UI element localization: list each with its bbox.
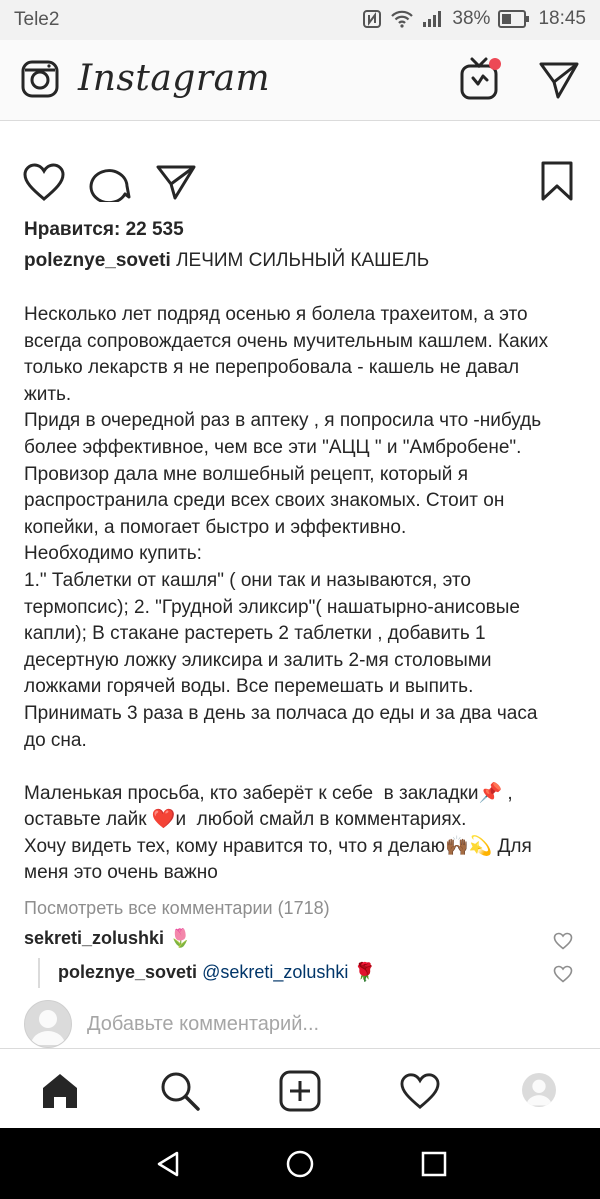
post-title: ЛЕЧИМ СИЛЬНЫЙ КАШЕЛЬ <box>176 250 430 271</box>
direct-message-icon[interactable] <box>538 60 580 100</box>
carrier-name: Tele2 <box>14 9 60 30</box>
caption-header <box>24 250 429 272</box>
signal-icon <box>422 9 444 29</box>
likes-count[interactable]: Нравится: 22 535 <box>24 219 184 240</box>
camera-icon[interactable] <box>21 60 59 98</box>
bookmark-icon[interactable] <box>540 160 574 202</box>
profile-silhouette-icon <box>522 1073 556 1107</box>
comment-reply <box>58 962 376 983</box>
view-all-comments-link[interactable]: Посмотреть все комментарии (1718) <box>24 898 330 918</box>
wifi-icon <box>390 9 414 29</box>
comment-item <box>24 928 192 949</box>
reply-mention[interactable]: @sekreti_zolushki <box>202 962 349 982</box>
home-circle-icon[interactable] <box>286 1150 314 1178</box>
like-heart-icon[interactable] <box>22 162 66 202</box>
reply-thread-line <box>38 958 40 988</box>
recents-icon[interactable] <box>421 1151 447 1177</box>
comment-text: 🌷 <box>169 928 192 948</box>
app-header <box>0 40 600 121</box>
comment-like-icon[interactable] <box>553 932 573 950</box>
share-icon[interactable] <box>155 163 197 201</box>
status-bar <box>0 0 600 40</box>
avatar-silhouette-icon <box>25 1001 71 1047</box>
post-caption-body: Несколько лет подряд осенью я болела трахеитом, а это всегда сопровождается очень мучительным кашлем. Каких только лекарств я не перепробовала - кашель не давал жить. Придя в очередной раз в аптеку , я попросила что -нибудь более эффективное, чем все эти "АЦЦ " и "Амбробене". Провизор дала мне волшебный рецепт, который я распространила среди всех своих знакомых. Стоит он копейки, а помогает быстро и эффективно. Необходимо купить: 1." Таблетки от кашля" ( они так и называются, это термопсис); 2. "Грудной эликсир"( нашатырно-анисовые капли); В стакане растереть 2 таблетки , добавить 1 десертную ложку эликсира и залить 2-мя столовыми ложками горячей воды. Все перемешать и выпить. Принимать 3 раза в день за полчаса до еды и за два часа до сна. Маленькая просьба, кто заберёт к себе в закладки📌 , оставьте лайк ❤️и любой смайл в комментариях. Хочу видеть тех, кому нравится то, что я делаю🙌🏾💫 Для меня это очень важно <box>24 304 549 884</box>
home-icon[interactable] <box>40 1071 80 1111</box>
reply-text: 🌹 <box>353 962 376 982</box>
user-avatar <box>24 1000 72 1048</box>
reply-like-icon[interactable] <box>553 965 573 983</box>
back-icon[interactable] <box>155 1150 181 1178</box>
bottom-navigation <box>0 1048 600 1129</box>
battery-icon <box>498 10 530 28</box>
add-comment-row[interactable] <box>24 1000 576 1048</box>
new-post-icon[interactable] <box>279 1070 321 1112</box>
post-author[interactable]: poleznye_soveti <box>24 250 171 271</box>
igtv-icon[interactable] <box>460 56 504 102</box>
clock: 18:45 <box>538 8 586 29</box>
post-actions <box>0 156 600 206</box>
comment-user[interactable]: sekreti_zolushki <box>24 928 165 948</box>
add-comment-input[interactable]: Добавьте комментарий... <box>87 1013 320 1035</box>
battery-percent: 38% <box>452 8 491 29</box>
reply-user[interactable]: poleznye_soveti <box>58 962 198 982</box>
profile-avatar[interactable] <box>522 1073 556 1107</box>
system-navigation-bar <box>0 1128 600 1199</box>
nfc-icon <box>362 9 382 29</box>
search-icon[interactable] <box>159 1070 201 1112</box>
activity-heart-icon[interactable] <box>399 1072 441 1110</box>
instagram-logo: Instagram <box>78 58 271 99</box>
comment-icon[interactable] <box>89 162 131 202</box>
